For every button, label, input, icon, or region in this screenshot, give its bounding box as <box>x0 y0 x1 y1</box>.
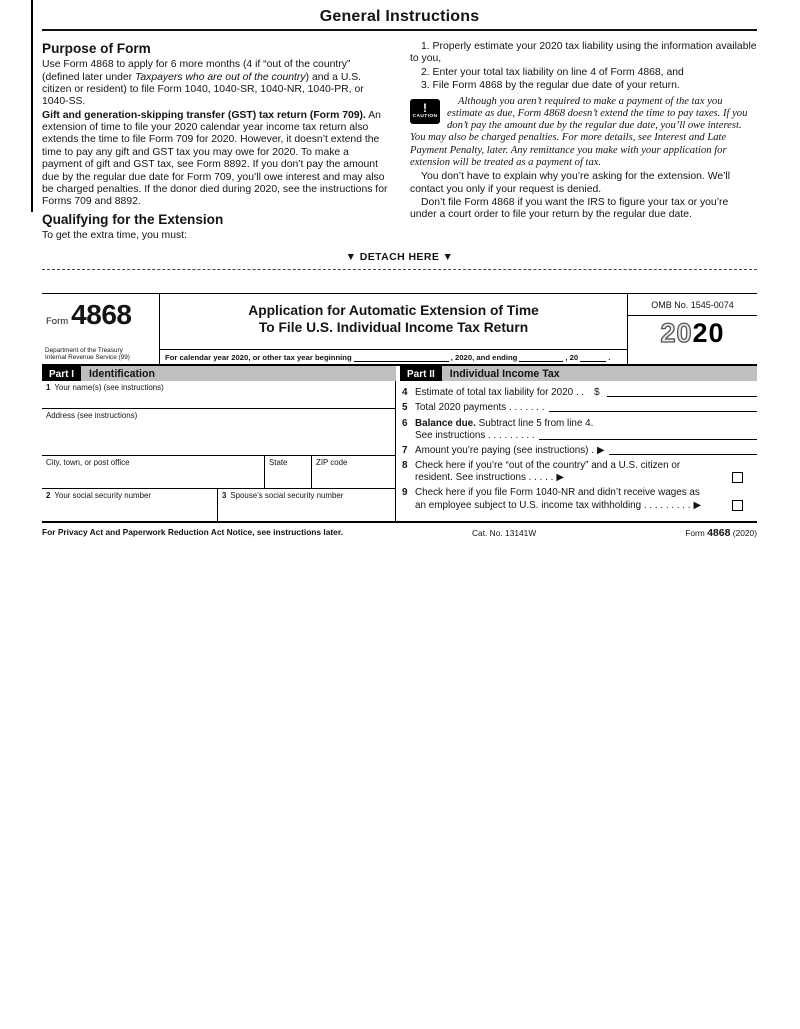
part1-label: Part I <box>42 366 81 381</box>
tax-year-badge <box>628 316 757 347</box>
part1-body <box>42 381 396 523</box>
line5-amount-field[interactable] <box>549 410 757 412</box>
general-instructions-title: General Instructions <box>319 8 480 25</box>
part2-body <box>400 381 757 523</box>
line9-text-body: Check here if you file Form 1040-NR and didn’t receive wages as an employee subject to U.S. income tax withholding . . . . . . . . . <box>415 487 700 511</box>
page-content <box>42 0 757 1029</box>
zip-column <box>311 456 395 488</box>
line6-amount-field[interactable] <box>539 438 757 440</box>
city-column <box>42 456 264 488</box>
ssn-column <box>42 489 218 523</box>
line4-text: Estimate of total tax liability for 2020 . . <box>415 387 585 398</box>
calendar-text-2: , 2020, and ending <box>450 353 518 362</box>
purpose-text-1: Use Form 4868 to apply for 6 more months (4 if “out of the country” (defined later under <box>42 59 351 83</box>
purpose-text-2: ) and a U.S. citizen or resident) to file Form 1040, 1040-SR, 1040-NR, 1040-PR, or 1040-SS. <box>42 71 364 108</box>
line5-number: 5 <box>402 402 408 414</box>
address-label: Address (see instructions) <box>46 411 138 420</box>
caution-block <box>410 96 757 170</box>
line9-gap <box>707 487 726 511</box>
spouse-ssn-column <box>218 489 395 523</box>
footer-form-word: Form <box>685 528 705 538</box>
dollar-sign: $ <box>594 387 600 398</box>
detach-dashed-line <box>42 269 757 270</box>
zip-field[interactable] <box>314 468 393 487</box>
step-2: 2. Enter your total tax liability on line 4 of Form 4868, and <box>421 66 684 78</box>
form-title-line-2: To File U.S. Individual Income Tax Return <box>258 320 529 336</box>
line1-number: 1 <box>46 383 51 392</box>
spouse-ssn-field[interactable] <box>220 501 393 522</box>
ssn-label <box>42 489 217 500</box>
line4-number: 4 <box>402 387 408 398</box>
line4-row <box>400 387 757 399</box>
line9-row <box>400 487 757 511</box>
form-bottom-rule <box>42 521 757 523</box>
purpose-paragraph <box>42 59 390 109</box>
qualifying-heading: Qualifying for the Extension <box>42 211 224 227</box>
line8-checkbox[interactable] <box>732 472 743 483</box>
line8-text <box>415 460 707 484</box>
footer-form-number: 4868 <box>707 527 731 539</box>
instructions-left-column <box>42 38 390 243</box>
gift-gst-text: An extension of time to file your 2020 calendar year income tax return also extends the time to file Form 709 for 2020. However, it doesn’t extend the time to pay any gift and GST tax you may owe for 2020. To make a payment of gift and GST tax, see Form 8892. If you don’t pay the amount due by the regular due date for Form 709, you’ll owe interest and may also be charged penalties. If the donor died during 2020, see the instructions for Forms 709 and 8892. <box>42 109 388 208</box>
caution-exclamation: ! <box>423 100 427 115</box>
line2-label-text: Your social security number <box>54 491 152 500</box>
line3-number: 3 <box>222 491 227 500</box>
line8-text-body: Check here if you’re “out of the country” and a U.S. citizen or resident. See instructions . . . . . <box>415 460 681 484</box>
line6-number: 6 <box>402 417 408 429</box>
form-title <box>160 294 627 336</box>
caution-icon <box>410 99 440 124</box>
address-row <box>42 409 395 456</box>
gift-gst-paragraph <box>42 110 390 209</box>
city-field[interactable] <box>44 468 262 487</box>
line3-label-text: Spouse’s social security number <box>230 491 344 500</box>
ssn-row <box>42 489 395 523</box>
part1-title: Identification <box>89 368 155 380</box>
dept-line-2: Internal Revenue Service (99) <box>45 354 130 362</box>
line4-amount-field[interactable] <box>607 395 757 397</box>
state-column <box>264 456 311 488</box>
calendar-year-row <box>160 349 627 364</box>
zip-label: ZIP code <box>316 458 348 467</box>
state-label: State <box>269 458 288 467</box>
dont-file-paragraph: Don’t file Form 4868 if you want the IRS to figure your tax or you’re under a court order to file your return by the regular due date. <box>410 196 729 221</box>
tax-year-ending-field[interactable] <box>519 353 563 362</box>
line6-row <box>400 418 757 430</box>
line6-text <box>415 418 593 430</box>
part2-title: Individual Income Tax <box>449 368 560 380</box>
purpose-text-italic: Taxpayers who are out of the country <box>135 71 306 83</box>
name-field[interactable] <box>44 393 393 407</box>
step-1: 1. Properly estimate your 2020 tax liability using the information available to you, <box>410 41 757 65</box>
tax-year-beginning-field[interactable] <box>354 353 449 362</box>
form-4868 <box>42 293 757 522</box>
detach-here-label: ▼ DETACH HERE ▼ <box>345 251 454 263</box>
line7-row <box>400 445 757 457</box>
calendar-text-1: For calendar year 2020, or other tax year beginning <box>165 353 352 362</box>
name-label <box>42 381 395 392</box>
city-label: City, town, or post office <box>46 458 130 467</box>
omb-year-box <box>627 294 757 364</box>
agency-block <box>45 347 130 362</box>
scan-artifact-line <box>31 0 33 212</box>
line7-arrow-icon: ▶ <box>596 444 605 456</box>
no-explain-paragraph: You don’t have to explain why you’re asking for the extension. We’ll contact you only if your request is denied. <box>410 171 731 195</box>
line5-row <box>400 402 757 414</box>
line8-gap <box>707 460 726 484</box>
year-solid: 20 <box>692 318 725 348</box>
line9-number: 9 <box>402 487 408 499</box>
line1-label-text: Your name(s) (see instructions) <box>54 383 164 392</box>
line7-number: 7 <box>402 444 408 456</box>
omb-number: OMB No. 1545-0074 <box>628 294 757 316</box>
qualifying-text: To get the extra time, you must: <box>42 229 187 241</box>
form-number: 4868 <box>71 299 132 330</box>
dept-line-1: Department of the Treasury <box>45 346 123 354</box>
part2-label: Part II <box>400 366 442 381</box>
line9-checkbox[interactable] <box>732 500 743 511</box>
purpose-of-form-heading: Purpose of Form <box>42 41 151 56</box>
gift-gst-heading: Gift and generation-skipping transfer (GST) tax return (Form 709). <box>42 109 366 121</box>
line8-number: 8 <box>402 460 408 472</box>
calendar-text-3: , 20 <box>565 353 579 362</box>
line6-text-2: See instructions . . . . . . . . . <box>415 429 535 441</box>
form-footer <box>42 527 757 537</box>
spouse-ssn-label <box>218 489 395 500</box>
instructions-right-column <box>410 38 757 243</box>
line7-amount-field[interactable] <box>609 453 757 455</box>
balance-due-bold: Balance due. <box>415 417 476 429</box>
form-number-row <box>42 294 159 328</box>
line6-indent <box>400 430 415 442</box>
line5-text: Total 2020 payments . . . . . . . <box>415 402 545 414</box>
form-word: Form <box>46 316 69 327</box>
footer-form-year: (2020) <box>730 528 757 538</box>
tax-year-ending-year-field[interactable] <box>580 353 606 362</box>
part1-header-bar <box>42 366 396 381</box>
line7-text: Amount you’re paying (see instructions) . <box>415 444 594 456</box>
name-row <box>42 381 395 409</box>
form-reference <box>685 527 757 539</box>
form-title-box <box>160 294 627 349</box>
catalog-number: Cat. No. 13141W <box>472 528 537 538</box>
city-state-zip-row <box>42 456 395 489</box>
step-3: 3. File Form 4868 by the regular due date of your return. <box>421 80 680 92</box>
line6-row-2 <box>400 430 757 442</box>
line6-text-rest: Subtract line 5 from line 4. <box>475 417 594 429</box>
line9-arrow-icon: ▶ <box>693 499 702 511</box>
line8-arrow-icon: ▶ <box>556 472 564 484</box>
caution-icon-label: CAUTION <box>412 113 438 119</box>
ssn-field[interactable] <box>44 501 215 522</box>
line8-row <box>400 460 757 484</box>
address-field[interactable] <box>44 421 393 454</box>
year-outline: 20 <box>660 318 693 348</box>
line9-text <box>415 487 707 511</box>
form-title-line-1: Application for Automatic Extension of Time <box>248 303 539 318</box>
title-rule <box>42 29 757 31</box>
form-number-box <box>42 294 160 364</box>
caution-text: Although you aren’t required to make a payment of the tax you estimate as due, Form 4868 doesn’t extend the time to pay taxes. If you don’t pay the amount due by the regular due date, you’ll owe interest. You may also be charged penalties. For more details, see Interest and Late Payment Penalty, later. Any remittance you make with your application for extension will be treated as a payment of tax. <box>410 95 748 168</box>
calendar-text-4: . <box>608 353 611 362</box>
state-field[interactable] <box>267 468 309 487</box>
part2-header-bar <box>400 366 757 381</box>
line2-number: 2 <box>46 491 51 500</box>
privacy-notice: For Privacy Act and Paperwork Reduction Act Notice, see instructions later. <box>42 527 343 537</box>
instructions-columns <box>42 38 757 243</box>
